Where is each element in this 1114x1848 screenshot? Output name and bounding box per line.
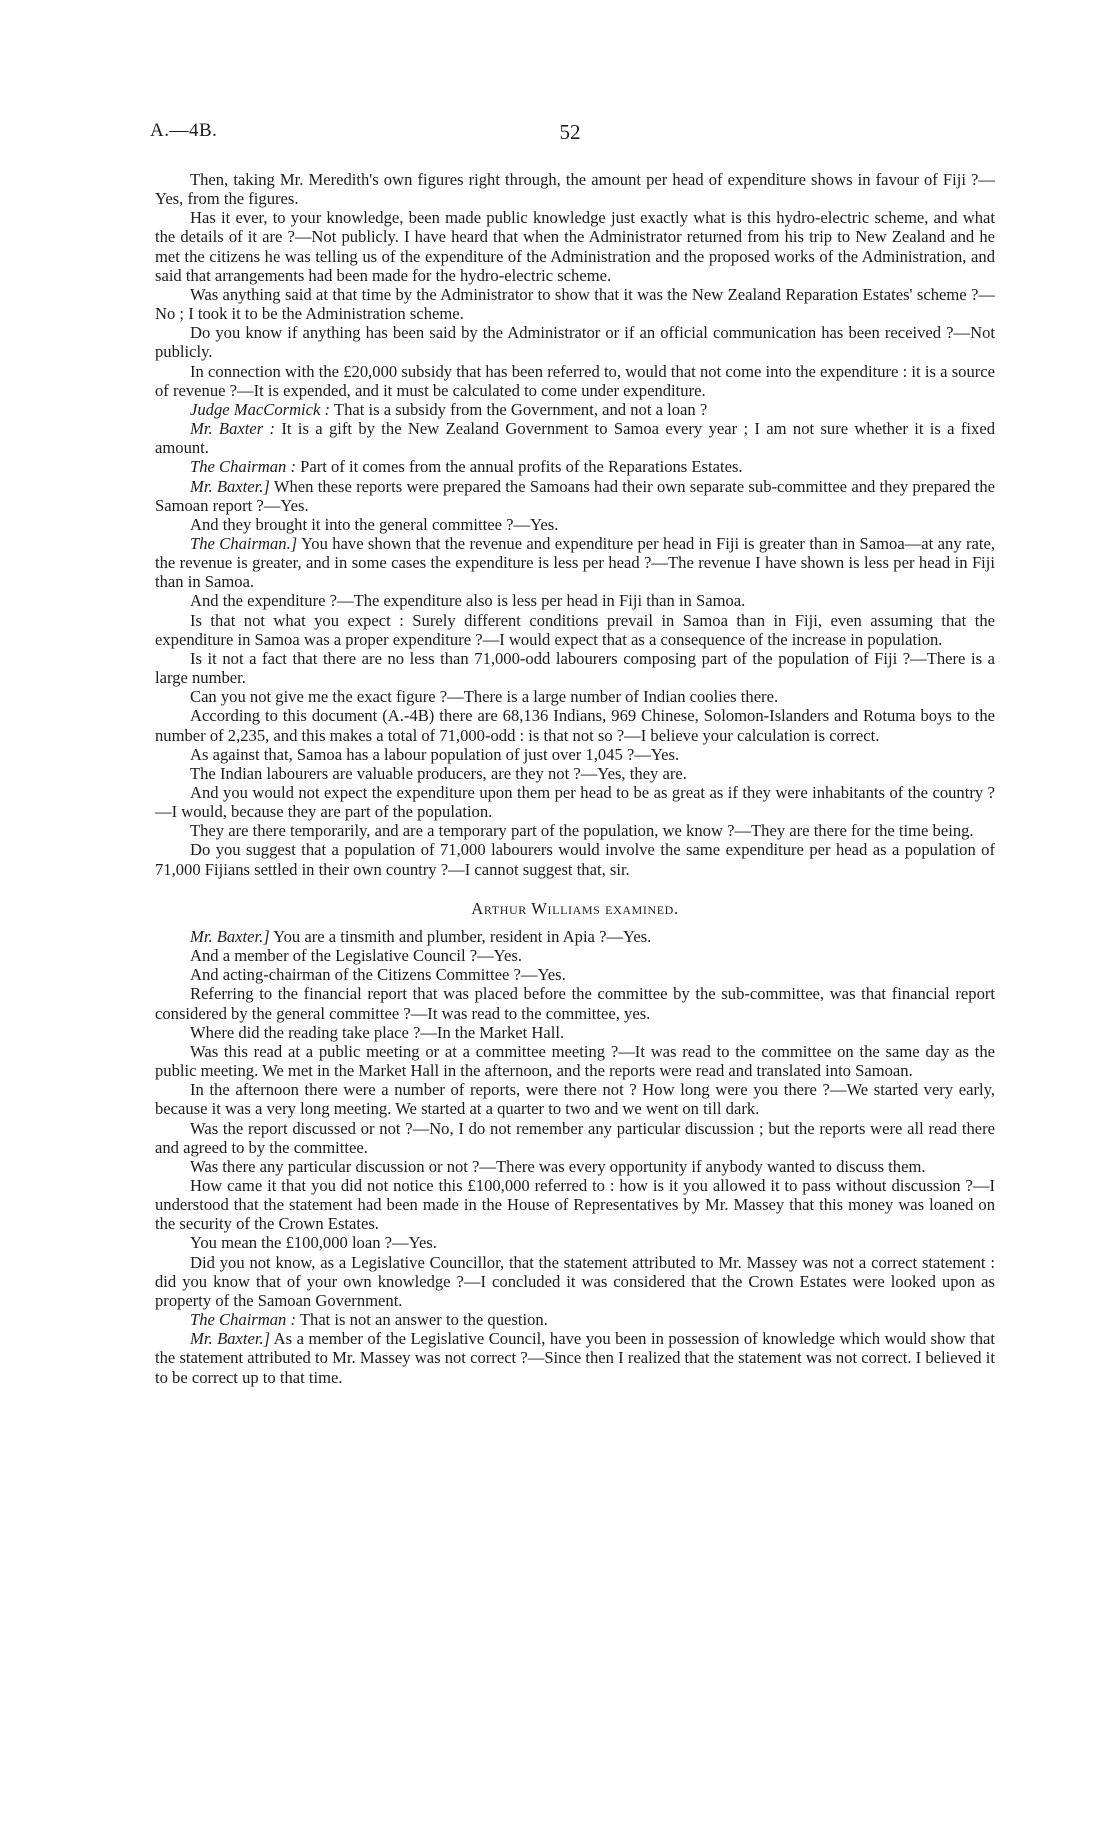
speaker-name: The Chairman.] — [190, 533, 298, 553]
paragraph — [155, 1176, 995, 1233]
paragraph — [155, 1080, 995, 1118]
paragraph-text: As a member of the Legislative Council, have you been in possession of knowledge which would show that the statement attributed to Mr. Massey was not correct ?—Since then I realized that the statement was not correct. I believed it to be correct up to that time. — [155, 1329, 995, 1387]
speaker-name: Mr. Baxter : — [190, 419, 276, 439]
paragraph — [155, 170, 995, 208]
paragraph — [155, 477, 995, 515]
paragraph — [155, 706, 995, 744]
paragraph — [155, 1253, 995, 1310]
paragraph — [155, 457, 995, 476]
paragraph — [155, 1023, 995, 1042]
speaker-name: The Chairman : — [190, 457, 297, 477]
paragraph — [155, 649, 995, 687]
paragraph-text: How came it that you did not notice this £100,000 referred to : how is it you allowed it to pass without discussion ?—I understood that the statement had been made in the House of Representatives by Mr. Massey that this money was loaned on the security of the Crown Estates. — [155, 1175, 995, 1234]
paragraph-text: Was the report discussed or not ?—No, I do not remember any particular discussion ; but the reports were all read there and agreed to by the committee. — [155, 1118, 995, 1157]
paragraph-text: As against that, Samoa has a labour population of just over 1,045 ?—Yes. — [190, 744, 680, 764]
paragraph-text: That is not an answer to the question. — [296, 1310, 548, 1330]
speaker-name: Mr. Baxter.] — [190, 476, 270, 496]
paragraph — [155, 400, 995, 419]
page-number: 52 — [559, 120, 581, 144]
paragraph-text: You mean the £100,000 loan ?—Yes. — [190, 1233, 437, 1253]
paragraph-text: You are a tinsmith and plumber, resident in Apia ?—Yes. — [269, 926, 652, 946]
speaker-name: Judge MacCormick : — [190, 399, 331, 419]
paragraph — [155, 745, 995, 764]
speaker-name: The Chairman : — [190, 1310, 297, 1330]
page-header — [150, 120, 990, 150]
paragraph — [155, 1310, 995, 1329]
paragraph — [155, 840, 995, 878]
paragraph — [155, 965, 995, 984]
paragraph-text: And acting-chairman of the Citizens Committee ?—Yes. — [190, 965, 566, 985]
paragraph-text: Has it ever, to your knowledge, been made public knowledge just exactly what is this hydro-electric scheme, and what the details of it are ?—Not publicly. I have heard that when the Administrator returned from his trip to New Zealand and he met the citizens he was telling us of the expenditure of the Administration and the proposed works of the Administration, and said that arrangements had been made for the hydro-electric scheme. — [155, 208, 995, 285]
paragraph — [155, 1233, 995, 1252]
paragraph-text: And a member of the Legislative Council ?—Yes. — [190, 946, 522, 966]
paragraph — [155, 764, 995, 783]
paragraph-text: You have shown that the revenue and expenditure per head in Fiji is greater than in Samoa—at any rate, the revenue is greater, and in some cases the expenditure is less per head ?—The revenue I have shown is less per head in Fiji than in Samoa. — [155, 533, 996, 592]
paragraph — [155, 1119, 995, 1157]
page-body — [155, 170, 995, 1387]
paragraph-text: Was this read at a public meeting or at a committee meeting ?—It was read to the committee on the same day as the public meeting. We met in the Market Hall in the afternoon, and the reports were read and translated into Samoan. — [155, 1041, 995, 1081]
section-heading: Arthur Williams examined. — [471, 898, 679, 918]
paragraph-text: It is a gift by the New Zealand Government to Samoa every year ; I am not sure whether it is a fixed amount. — [155, 419, 995, 458]
paragraph-text: Where did the reading take place ?—In the Market Hall. — [190, 1022, 565, 1042]
paragraph-text: Is it not a fact that there are no less than 71,000-odd labourers composing part of the population of Fiji ?—There is a large number. — [155, 648, 995, 688]
paragraph-text: In the afternoon there were a number of reports, were there not ? How long were you there ?—We started very early, because it was a very long meeting. We started at a quarter to two and we went on till dark. — [155, 1080, 995, 1119]
paragraph — [155, 1042, 995, 1080]
paragraph — [155, 591, 995, 610]
paragraph-text: Is that not what you expect : Surely different conditions prevail in Samoa than in Fiji, even assuming that the expenditure in Samoa was a proper expenditure ?—I would expect that as a consequence of the increase in population. — [155, 610, 995, 649]
paragraph-text: The Indian labourers are valuable producers, are they not ?—Yes, they are. — [190, 763, 687, 783]
paragraph-text: Did you not know, as a Legislative Councillor, that the statement attributed to Mr. Massey was not a correct statement : did you know that of your own knowledge ?—I concluded it was considered that the Crown Estates were looked upon as property of the Samoan Government. — [155, 1252, 995, 1310]
paragraph — [155, 1157, 995, 1176]
paragraph — [155, 927, 995, 946]
speaker-name: Mr. Baxter.] — [190, 1329, 271, 1349]
paragraph-text: Do you suggest that a population of 71,000 labourers would involve the same expenditure per head as a population of 71,000 Fijians settled in their own country ?—I cannot suggest that, sir. — [155, 840, 995, 879]
paragraph — [155, 323, 995, 361]
paragraph-text: That is a subsidy from the Government, and not a loan ? — [330, 399, 708, 419]
paragraph — [155, 821, 995, 840]
paragraph — [155, 362, 995, 400]
paragraph — [155, 419, 995, 457]
paragraph-text: They are there temporarily, and are a temporary part of the population, we know ?—They are there for the time being. — [190, 821, 974, 841]
paragraph-text: And the expenditure ?—The expenditure also is less per head in Fiji than in Samoa. — [190, 591, 746, 611]
paragraph — [155, 515, 995, 534]
paragraph — [155, 687, 995, 706]
paragraph-text: Do you know if anything has been said by the Administrator or if an official communication has been received ?—Not publicly. — [155, 323, 995, 362]
paragraph — [155, 611, 995, 649]
paragraph-text: And you would not expect the expenditure upon them per head to be as great as if they were inhabitants of the country ?—I would, because they are part of the population. — [155, 783, 995, 822]
paragraph — [155, 946, 995, 965]
paragraph — [155, 534, 995, 591]
paragraph — [155, 783, 995, 821]
paragraph — [155, 1329, 995, 1386]
paragraph-text: In connection with the £20,000 subsidy that has been referred to, would that not come into the expenditure : it is a source of revenue ?—It is expended, and it must be calculated to come under expenditure. — [155, 361, 995, 400]
speaker-name: Mr. Baxter.] — [190, 926, 270, 946]
paragraph-text: Referring to the financial report that was placed before the committee by the sub-committee, was that financial report considered by the general committee ?—It was read to the committee, yes. — [155, 984, 995, 1023]
paragraph-text: Was anything said at that time by the Administrator to show that it was the New Zealand Reparation Estates' scheme ?—No ; I took it to be the Administration scheme. — [155, 284, 995, 324]
paragraph-text: Was there any particular discussion or not ?—There was every opportunity if anybody wanted to discuss them. — [190, 1156, 926, 1176]
paragraph-text: According to this document (A.-4B) there are 68,136 Indians, 969 Chinese, Solomon-Islanders and Rotuma boys to the number of 2,235, and this makes a total of 71,000-odd : is that not so ?—I believe your calculation is correct. — [155, 706, 995, 745]
paragraph — [155, 984, 995, 1022]
paragraph-text: When these reports were prepared the Samoans had their own separate sub-committee and they prepared the Samoan report ?—Yes. — [155, 476, 995, 515]
paragraph-text: Part of it comes from the annual profits of the Reparations Estates. — [296, 457, 743, 477]
paragraph — [155, 208, 995, 285]
document-reference: A.—4B. — [150, 120, 218, 141]
paragraph-text: And they brought it into the general committee ?—Yes. — [190, 514, 559, 534]
paragraph-text: Can you not give me the exact figure ?—There is a large number of Indian coolies there. — [190, 687, 779, 707]
paragraph-text: Then, taking Mr. Meredith's own figures right through, the amount per head of expenditure shows in favour of Fiji ?—Yes, from the figures. — [155, 170, 995, 209]
paragraph — [155, 285, 995, 323]
